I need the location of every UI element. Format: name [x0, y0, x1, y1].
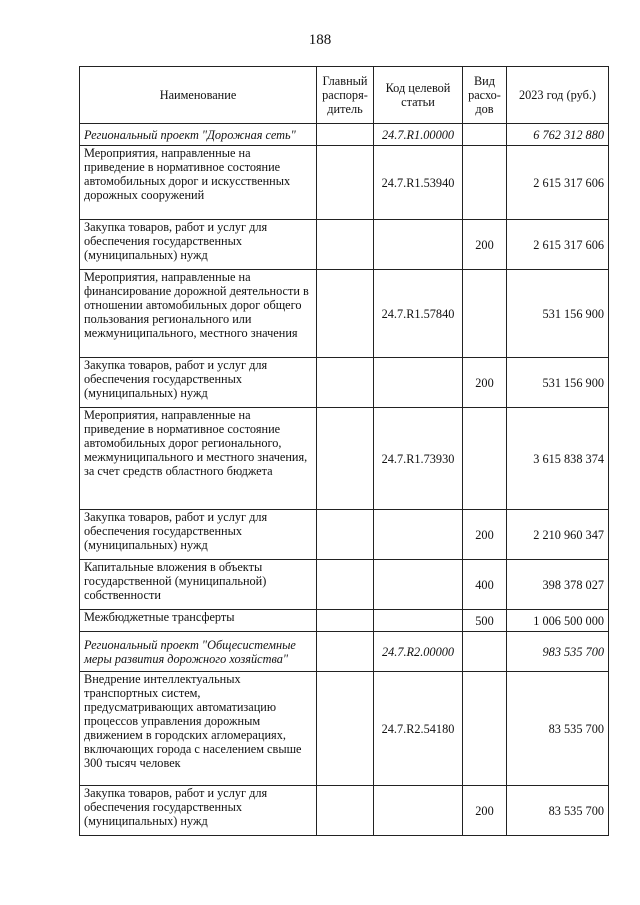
row-name-cell: Внедрение интеллектуальных транспортных систем, предусматривающих автоматизацию процессов управления дорожным движением в городских агломерациях, включающих города с населением свыше 300 тысяч человек — [80, 672, 317, 786]
row-name-cell: Мероприятия, направленные на финансирование дорожной деятельности в отношении автомобильных дорог общего пользования регионального или межмуниципального, местного значения — [80, 270, 317, 358]
row-manager-cell — [317, 632, 374, 672]
table-body — [80, 124, 609, 836]
row-code-cell — [374, 358, 463, 408]
row-amount-cell: 83 535 700 — [507, 786, 609, 836]
row-expense-type-cell: 200 — [463, 358, 507, 408]
table-row — [80, 124, 609, 146]
table-header-row — [80, 67, 609, 124]
row-manager-cell — [317, 124, 374, 146]
table-row — [80, 358, 609, 408]
row-expense-type-cell: 200 — [463, 786, 507, 836]
row-name-cell: Закупка товаров, работ и услуг для обеспечения государственных (муниципальных) нужд — [80, 220, 317, 270]
table-row — [80, 560, 609, 610]
table-row — [80, 510, 609, 560]
row-code-cell — [374, 220, 463, 270]
row-manager-cell — [317, 610, 374, 632]
row-expense-type-cell: 400 — [463, 560, 507, 610]
page-number: 188 — [308, 32, 332, 48]
row-expense-type-cell — [463, 270, 507, 358]
row-name-cell: Мероприятия, направленные на приведение в нормативное состояние автомобильных дорог регионального, межмуниципального и местного значения, за счет средств областного бюджета — [80, 408, 317, 510]
row-expense-type-cell — [463, 124, 507, 146]
row-name-cell: Мероприятия, направленные на приведение в нормативное состояние автомобильных дорог и искусственных дорожных сооружений — [80, 146, 317, 220]
row-manager-cell — [317, 510, 374, 560]
row-amount-cell: 3 615 838 374 — [507, 408, 609, 510]
table-row — [80, 672, 609, 786]
header-manager: Главный распоря-дитель — [317, 67, 374, 124]
row-code-cell: 24.7.R1.57840 — [374, 270, 463, 358]
row-manager-cell — [317, 560, 374, 610]
row-manager-cell — [317, 786, 374, 836]
header-name: Наименование — [80, 67, 317, 124]
table-row — [80, 146, 609, 220]
table-row — [80, 786, 609, 836]
row-amount-cell: 531 156 900 — [507, 358, 609, 408]
row-expense-type-cell: 500 — [463, 610, 507, 632]
row-code-cell — [374, 610, 463, 632]
table-row — [80, 270, 609, 358]
row-code-cell: 24.7.R1.00000 — [374, 124, 463, 146]
row-expense-type-cell: 200 — [463, 510, 507, 560]
row-expense-type-cell — [463, 146, 507, 220]
row-name-cell: Закупка товаров, работ и услуг для обеспечения государственных (муниципальных) нужд — [80, 786, 317, 836]
row-code-cell — [374, 560, 463, 610]
row-amount-cell: 398 378 027 — [507, 560, 609, 610]
header-expense-type: Вид расхо-дов — [463, 67, 507, 124]
row-amount-cell: 983 535 700 — [507, 632, 609, 672]
row-manager-cell — [317, 408, 374, 510]
table-row — [80, 220, 609, 270]
row-manager-cell — [317, 220, 374, 270]
row-code-cell: 24.7.R1.73930 — [374, 408, 463, 510]
row-name-cell: Закупка товаров, работ и услуг для обеспечения государственных (муниципальных) нужд — [80, 510, 317, 560]
row-code-cell — [374, 510, 463, 560]
row-expense-type-cell — [463, 672, 507, 786]
row-code-cell: 24.7.R2.54180 — [374, 672, 463, 786]
row-expense-type-cell: 200 — [463, 220, 507, 270]
row-manager-cell — [317, 672, 374, 786]
row-manager-cell — [317, 270, 374, 358]
header-amount-2023: 2023 год (руб.) — [507, 67, 609, 124]
row-code-cell: 24.7.R1.53940 — [374, 146, 463, 220]
row-amount-cell: 2 615 317 606 — [507, 146, 609, 220]
row-amount-cell: 83 535 700 — [507, 672, 609, 786]
row-name-cell: Региональный проект "Дорожная сеть" — [80, 124, 317, 146]
row-name-cell: Капитальные вложения в объекты государственной (муниципальной) собственности — [80, 560, 317, 610]
row-name-cell: Региональный проект "Общесистемные меры развития дорожного хозяйства" — [80, 632, 317, 672]
row-manager-cell — [317, 146, 374, 220]
row-manager-cell — [317, 358, 374, 408]
row-name-cell: Закупка товаров, работ и услуг для обеспечения государственных (муниципальных) нужд — [80, 358, 317, 408]
row-amount-cell: 2 210 960 347 — [507, 510, 609, 560]
row-expense-type-cell — [463, 408, 507, 510]
table-row — [80, 610, 609, 632]
header-code: Код целевой статьи — [374, 67, 463, 124]
table-row — [80, 408, 609, 510]
row-code-cell — [374, 786, 463, 836]
budget-table — [79, 66, 609, 836]
row-amount-cell: 531 156 900 — [507, 270, 609, 358]
table-row — [80, 632, 609, 672]
row-amount-cell: 2 615 317 606 — [507, 220, 609, 270]
row-amount-cell: 6 762 312 880 — [507, 124, 609, 146]
row-amount-cell: 1 006 500 000 — [507, 610, 609, 632]
row-code-cell: 24.7.R2.00000 — [374, 632, 463, 672]
row-name-cell: Межбюджетные трансферты — [80, 610, 317, 632]
row-expense-type-cell — [463, 632, 507, 672]
